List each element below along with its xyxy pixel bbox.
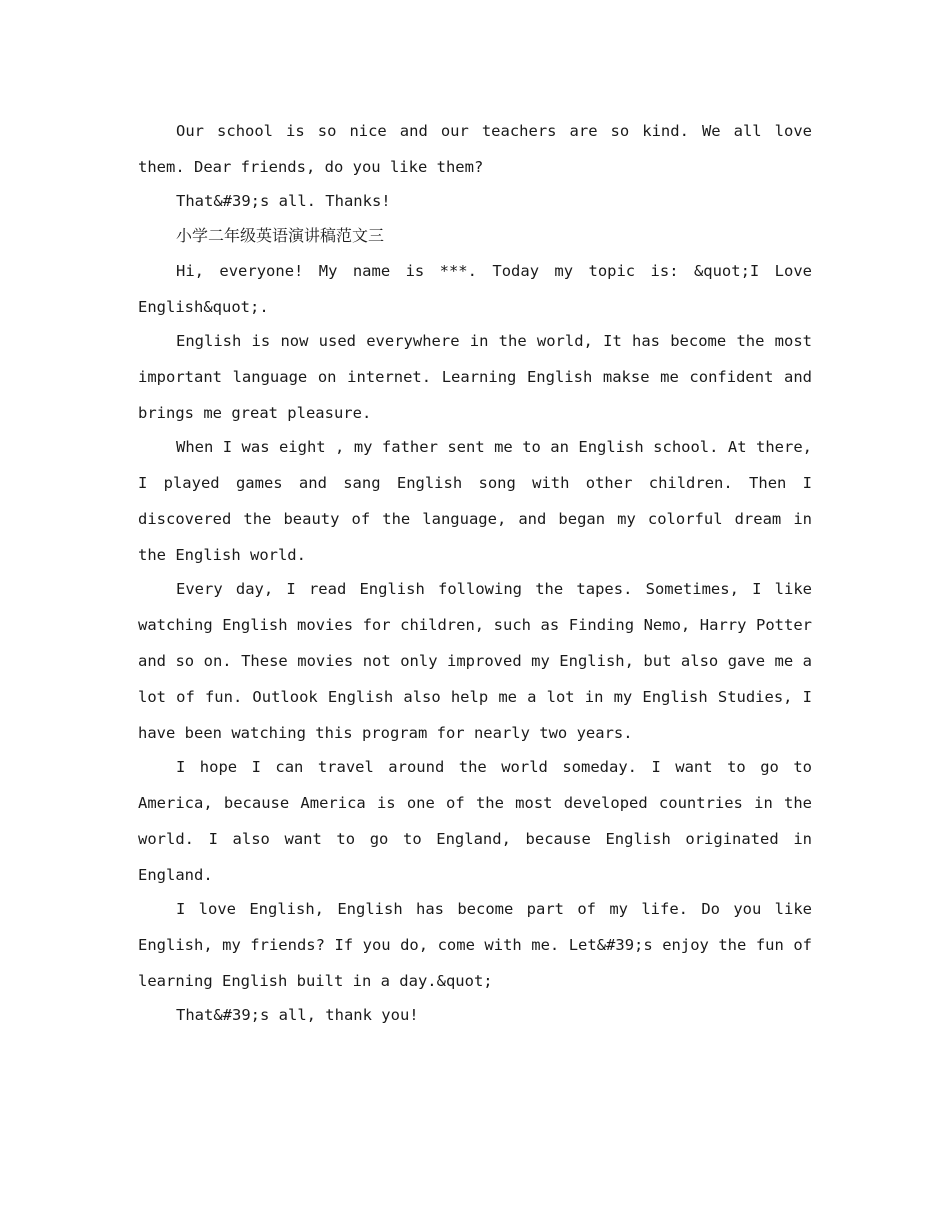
paragraph-travel: I hope I can travel around the world someday. I want to go to America, because America is one of the most developed countries in the world. I also want to go to England, because English originated in England. <box>138 758 812 884</box>
paragraph-school: Our school is so nice and our teachers are so kind. We all love them. Dear friends, do you like them? <box>138 122 812 176</box>
paragraph-every-day: Every day, I read English following the tapes. Sometimes, I like watching English movies for children, such as Finding Nemo, Harry Potter and so on. These movies not only improved my English, but also gave me a lot of fun. Outlook English also help me a lot in my English Studies, I have been watching this program for nearly two years. <box>138 580 812 742</box>
document-body <box>138 113 812 1033</box>
section-heading: 小学二年级英语演讲稿范文三 <box>176 226 385 245</box>
paragraph-love-english: I love English, English has become part of my life. Do you like English, my friends? If you do, come with me. Let&#39;s enjoy the fun of learning English built in a day.&quot; <box>138 900 812 990</box>
paragraph-intro: Hi, everyone! My name is ***. Today my topic is: &quot;I Love English&quot;. <box>138 262 812 316</box>
paragraph-closing: That&#39;s all, thank you! <box>176 1006 419 1024</box>
paragraph-english-everywhere: English is now used everywhere in the world, It has become the most important language on internet. Learning English makse me confident and brings me great pleasure. <box>138 332 812 422</box>
paragraph-thanks: That&#39;s all. Thanks! <box>176 192 391 210</box>
paragraph-age-eight: When I was eight , my father sent me to an English school. At there, I played games and sang English song with other children. Then I discovered the beauty of the language, and began my colorful dream in the English world. <box>138 438 812 564</box>
